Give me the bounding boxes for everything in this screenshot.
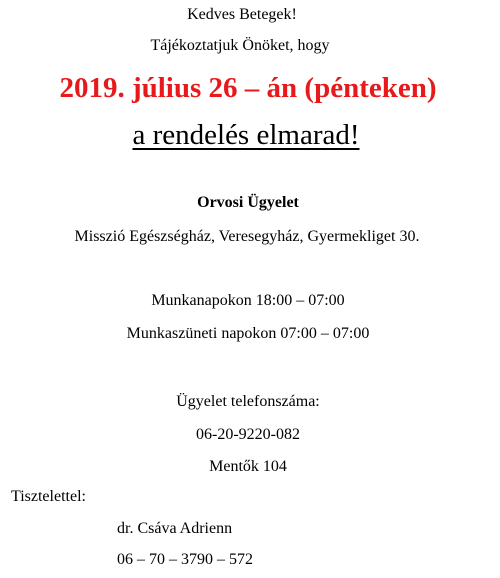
- regards-text: Tisztelettel:: [11, 488, 86, 505]
- doctor-name: dr. Csáva Adrienn: [117, 520, 233, 537]
- duty-address: Misszió Egészségház, Veresegyház, Gyermekliget 30.: [74, 228, 420, 245]
- duty-title: Orvosi Ügyelet: [197, 194, 299, 211]
- cancellation-heading: [0, 119, 496, 152]
- greeting-text: Kedves Betegek!: [187, 6, 297, 23]
- duty-phone-number: 06-20-9220-082: [196, 426, 300, 443]
- workday-hours: Munkanapokon 18:00 – 07:00: [151, 292, 345, 309]
- duty-phone-label: Ügyelet telefonszáma:: [176, 393, 320, 410]
- cancellation-text: a rendelés elmarad!: [132, 119, 360, 151]
- doctor-phone: 06 – 70 – 3790 – 572: [117, 551, 253, 568]
- intro-text: Tájékoztatjuk Önöket, hogy: [150, 37, 330, 54]
- ambulance-number: Mentők 104: [209, 458, 287, 475]
- holiday-hours: Munkaszüneti napokon 07:00 – 07:00: [126, 325, 370, 342]
- closure-date-heading: 2019. július 26 – án (pénteken): [59, 72, 437, 104]
